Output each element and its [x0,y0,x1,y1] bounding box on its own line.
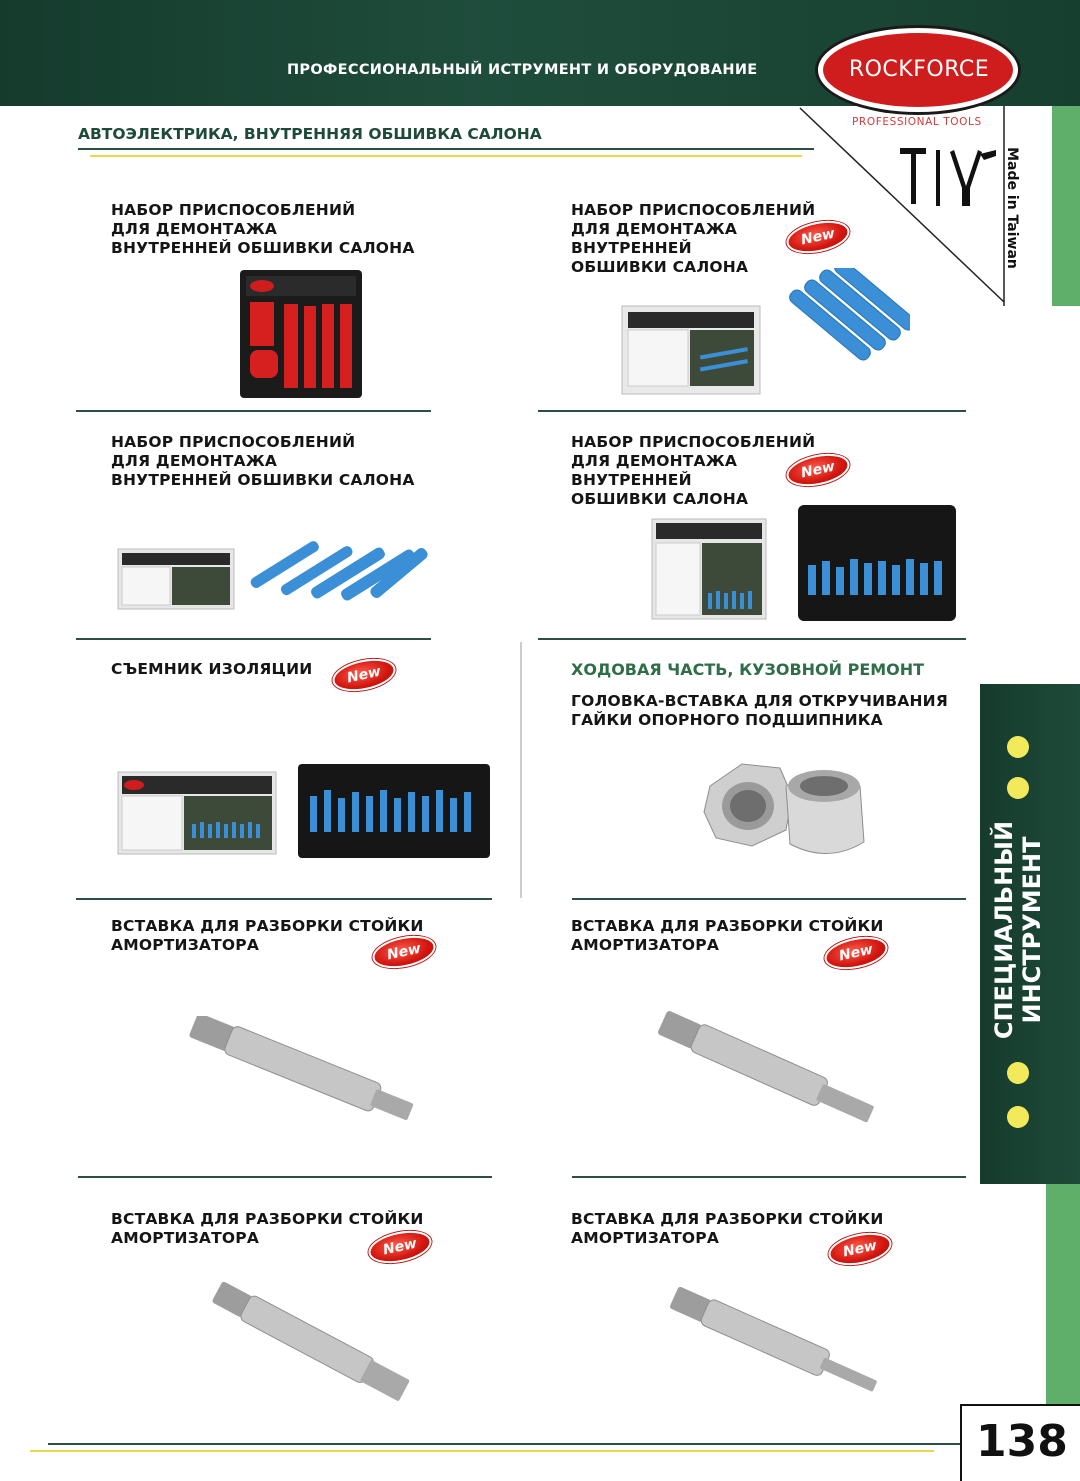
page-number: 138 [976,1416,1068,1467]
product-title: ВСТАВКА ДЛЯ РАЗБОРКИ СТОЙКИ АМОРТИЗАТОРА [111,1210,424,1247]
new-badge-label: New [799,225,837,249]
product-image-strut-bit [648,1010,888,1132]
new-badge-label: New [381,1235,419,1259]
product-divider [76,410,431,412]
new-badge-label: New [385,940,423,964]
new-badge-label: New [837,941,875,965]
new-badge-label: New [799,458,837,482]
made-in-label: Made in Taiwan [1004,147,1020,269]
product-image-box-and-tools [620,268,910,398]
new-badge-label: New [345,663,383,687]
category-side-label: СПЕЦИАЛЬНЫЙ ИНСТРУМЕНТ [990,820,1046,1040]
product-title: СЪЕМНИК ИЗОЛЯЦИИ [111,660,313,678]
product-title: НАБОР ПРИСПОСОБЛЕНИЙ ДЛЯ ДЕМОНТАЖА ВНУТРЕННЕЙ ОБШИВКИ САЛОНА [111,201,415,257]
section-title: АВТОЭЛЕКТРИКА, ВНУТРЕННЯЯ ОБШИВКА САЛОНА [78,125,542,143]
product-title: ГОЛОВКА-ВСТАВКА ДЛЯ ОТКРУЧИВАНИЯ ГАЙКИ ОПОРНОГО ПОДШИПНИКА [571,692,948,729]
product-title: ВСТАВКА ДЛЯ РАЗБОРКИ СТОЙКИ АМОРТИЗАТОРА [571,917,884,954]
yellow-dot-icon [1007,736,1029,758]
new-badge [330,654,399,697]
product-image-box-and-tools [116,515,440,615]
right-accent-stripe-bottom [1046,1184,1080,1406]
product-divider [76,638,431,640]
footer-rule [48,1443,960,1445]
product-title: ВСТАВКА ДЛЯ РАЗБОРКИ СТОЙКИ АМОРТИЗАТОРА [571,1210,884,1247]
product-image-box-and-roll [116,760,492,860]
product-divider [572,898,966,900]
header-title: ПРОФЕССИОНАЛЬНЫЙ ИСТРУМЕНТ И ОБОРУДОВАНИЕ [287,62,758,78]
product-image-strut-bit [200,1280,424,1406]
product-title: НАБОР ПРИСПОСОБЛЕНИЙ ДЛЯ ДЕМОНТАЖА ВНУТРЕННЕЙ ОБШИВКИ САЛОНА [571,201,816,276]
tools-icon [896,144,1000,214]
yellow-dot-icon [1007,1106,1029,1128]
product-title: НАБОР ПРИСПОСОБЛЕНИЙ ДЛЯ ДЕМОНТАЖА ВНУТРЕННЕЙ ОБШИВКИ САЛОНА [111,433,415,489]
new-badge-label: New [841,1237,879,1261]
right-accent-stripe [1052,106,1080,306]
product-title: ВСТАВКА ДЛЯ РАЗБОРКИ СТОЙКИ АМОРТИЗАТОРА [111,917,424,954]
product-divider [538,638,966,640]
brand-logo-text: ROCKFORCE [848,57,990,82]
section-rule [78,148,814,150]
footer-rule-accent [30,1450,934,1452]
yellow-dot-icon [1007,777,1029,799]
product-divider [572,1176,966,1178]
subsection-title: ХОДОВАЯ ЧАСТЬ, КУЗОВНОЙ РЕМОНТ [571,660,925,679]
product-image-blister-pack [240,270,362,398]
product-divider [538,410,966,412]
product-divider [78,1176,492,1178]
product-image-strut-bit [178,1016,428,1126]
yellow-dot-icon [1007,1062,1029,1084]
column-divider [520,642,522,898]
section-rule-accent [90,155,802,157]
brand-tagline: PROFESSIONAL TOOLS [852,116,982,128]
product-image-strut-bit [660,1284,890,1402]
product-divider [76,898,492,900]
product-image-box-and-roll [650,503,960,625]
product-title: НАБОР ПРИСПОСОБЛЕНИЙ ДЛЯ ДЕМОНТАЖА ВНУТРЕННЕЙ ОБШИВКИ САЛОНА [571,433,816,508]
product-image-socket-insert [700,746,872,870]
